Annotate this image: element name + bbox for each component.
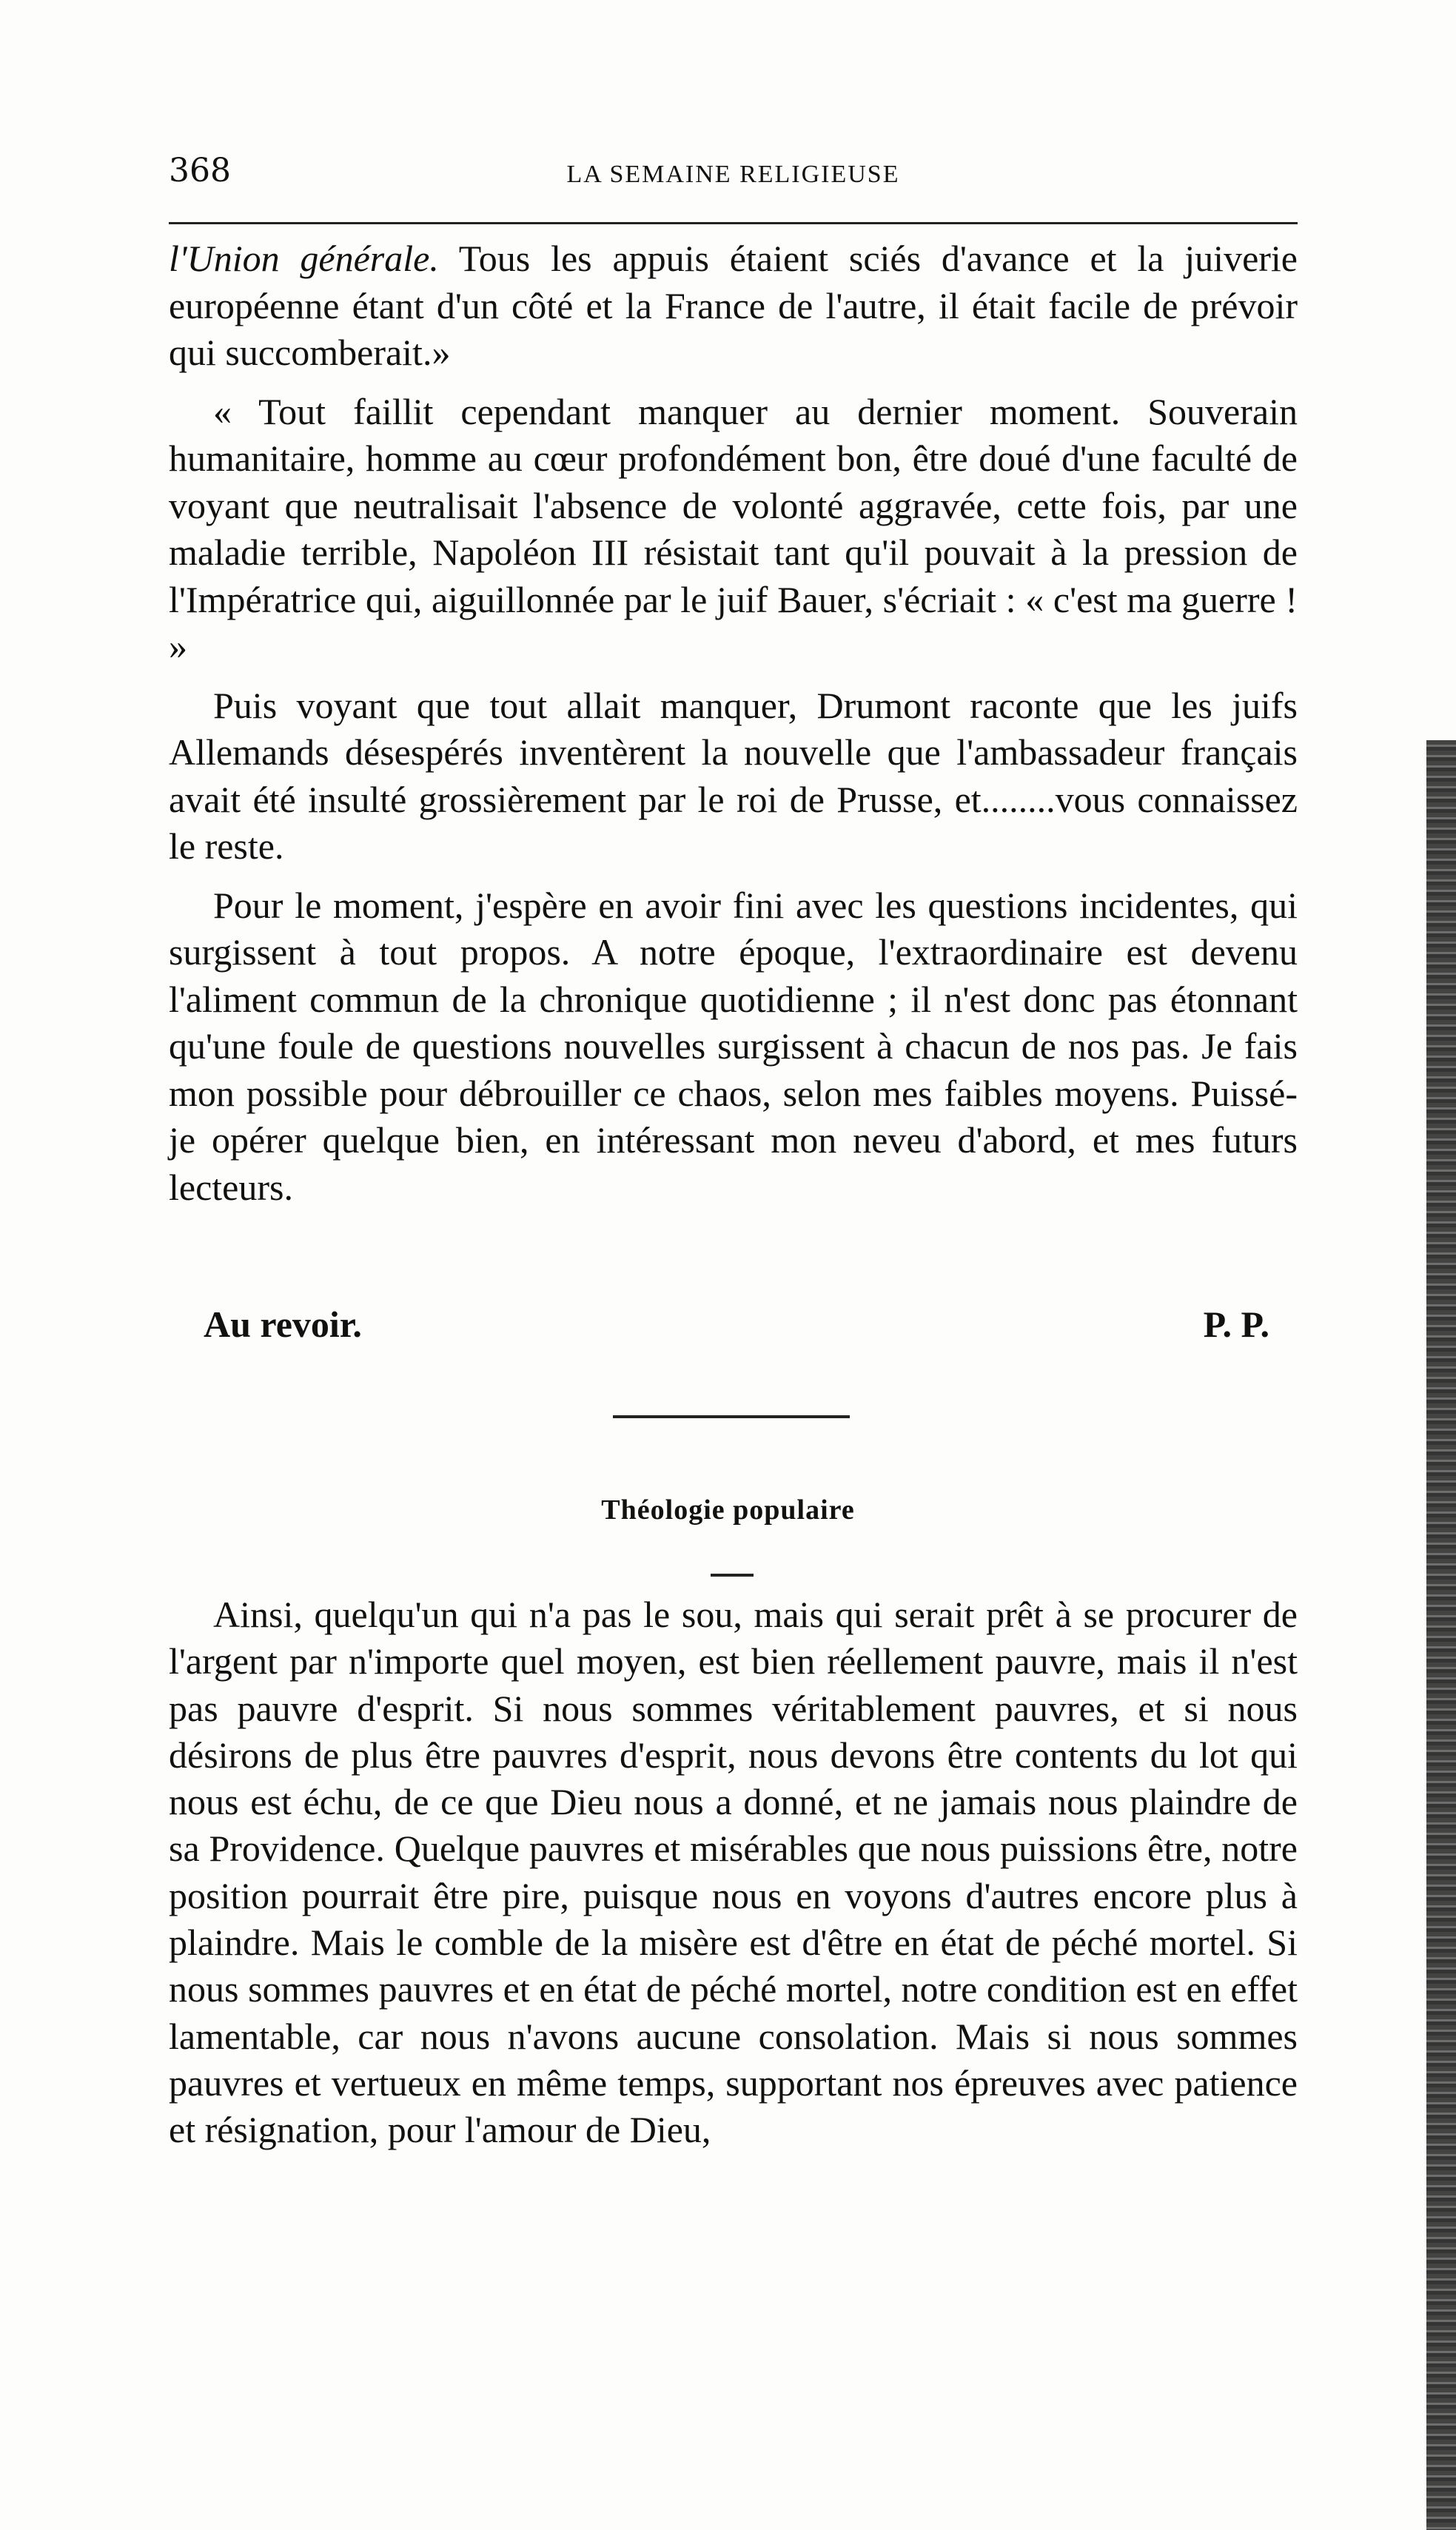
paragraph-1-text: Tous les appuis étaient sciés d'avance et la juiverie européenne étant d'un côté et la France de l'autre, il était facile de prévoir qui succomberait.» xyxy=(169,238,1298,373)
section-title: Théologie populaire xyxy=(601,1494,855,1526)
article-body xyxy=(169,235,1298,1211)
page-number: 368 xyxy=(169,152,231,189)
paragraph-1 xyxy=(169,235,1298,377)
title-underline xyxy=(711,1574,754,1577)
signoff xyxy=(204,1303,1269,1350)
signoff-farewell: Au revoir. xyxy=(204,1303,362,1345)
paragraph-3: Puis voyant que tout allait manquer, Drumont raconte que les juifs Allemands désespérés inventèrent la nouvelle que l'ambassadeur français avait été insulté grossièrement par le roi de Prusse, et........vous connaissez le reste. xyxy=(169,684,1298,867)
header-rule xyxy=(169,222,1298,224)
page-header xyxy=(169,152,1298,204)
publication-title: l'Union générale. xyxy=(169,238,439,279)
section-paragraph-1: Ainsi, quelqu'un qui n'a pas le sou, mais qui serait prêt à se procurer de l'argent par n'importe quel moyen, est bien réellement pauvre, mais il n'est pas pauvre d'esprit. Si nous sommes véritablement pauvres, et si nous désirons de plus être pauvres d'esprit, nous devons être contents du lot qui nous est échu, de ce que Dieu nous a donné, et ne jamais nous plaindre de sa Providence. Quelque pauvres et misérables que nous puissions être, notre position pourrait être pire, puisque nous en voyons d'autres encore plus à plaindre. Mais le comble de la misère est d'être en état de péché mortel. Si nous sommes pauvres et en état de péché mortel, notre condition est en effet lamentable, car nous n'avons aucune consolation. Mais si nous sommes pauvres et vertueux en même temps, supportant nos épreuves avec patience et résignation, pour l'amour de Dieu, xyxy=(169,1594,1298,2151)
section-body xyxy=(169,1591,1298,2154)
running-title: LA SEMAINE RELIGIEUSE xyxy=(566,161,900,188)
section-divider xyxy=(613,1415,850,1418)
signoff-initials: P. P. xyxy=(1203,1303,1269,1345)
page-edge-shadow xyxy=(1426,740,1456,2530)
paragraph-2: « Tout faillit cependant manquer au dernier moment. Souverain humanitaire, homme au cœur profondément bon, être doué d'une faculté de voyant que neutralisait l'absence de volonté aggravée, cette fois, par une maladie terrible, Napoléon III résistait tant qu'il pouvait à la pression de l'Impératrice qui, aiguillonnée par le juif Bauer, s'écriait : « c'est ma guerre ! » xyxy=(169,390,1298,667)
paragraph-4: Pour le moment, j'espère en avoir fini avec les questions incidentes, qui surgissent à tout propos. A notre époque, l'extraordinaire est devenu l'aliment commun de la chronique quotidienne ; il n'est donc pas étonnant qu'une foule de questions nouvelles surgissent à chacun de nos pas. Je fais mon possible pour débrouiller ce chaos, selon mes faibles moyens. Puissé-je opérer quelque bien, en intéressant mon neveu d'abord, et mes futurs lecteurs. xyxy=(169,884,1298,1208)
